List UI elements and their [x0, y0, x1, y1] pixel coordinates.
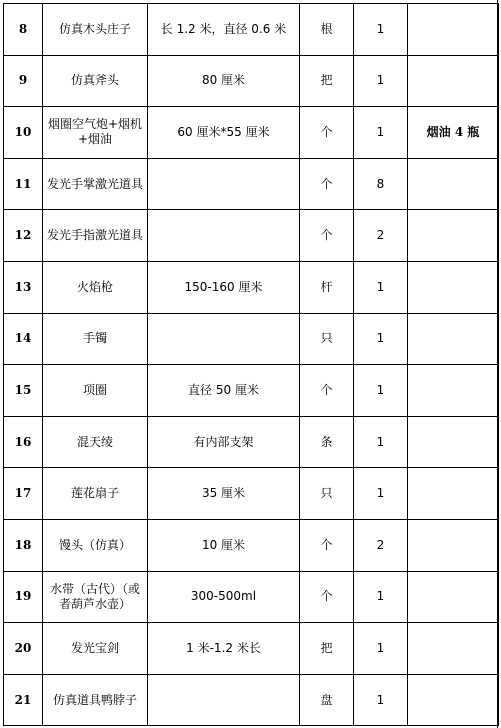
item-unit-cell: 条	[300, 416, 354, 468]
row-number-cell: 19	[4, 571, 43, 623]
item-unit-cell: 个	[300, 519, 354, 571]
item-spec-cell	[148, 210, 300, 262]
item-note-cell	[408, 4, 499, 56]
item-unit-cell: 只	[300, 468, 354, 520]
item-name-cell: 仿真斧头	[43, 55, 148, 107]
item-unit-cell: 只	[300, 313, 354, 365]
item-name-cell: 发光手指激光道具	[43, 210, 148, 262]
table-row	[4, 674, 499, 726]
item-qty-cell: 2	[354, 210, 408, 262]
item-name-cell: 混天绫	[43, 416, 148, 468]
item-note-cell	[408, 210, 499, 262]
item-name-cell: 仿真木头庄子	[43, 4, 148, 56]
item-name-cell: 手镯	[43, 313, 148, 365]
item-name-cell: 项圈	[43, 365, 148, 417]
item-unit-cell: 杆	[300, 261, 354, 313]
item-qty-cell: 1	[354, 107, 408, 159]
row-number-cell: 21	[4, 674, 43, 726]
item-name-cell: 仿真道具鸭脖子	[43, 674, 148, 726]
item-spec-cell: 有内部支架	[148, 416, 300, 468]
item-name-cell: 火焰枪	[43, 261, 148, 313]
item-note-cell	[408, 416, 499, 468]
item-spec-cell: 10 厘米	[148, 519, 300, 571]
item-spec-cell	[148, 313, 300, 365]
item-note-cell	[408, 623, 499, 675]
item-spec-cell: 60 厘米*55 厘米	[148, 107, 300, 159]
row-number-cell: 8	[4, 4, 43, 56]
item-unit-cell: 个	[300, 107, 354, 159]
item-qty-cell: 1	[354, 674, 408, 726]
item-note-cell	[408, 158, 499, 210]
item-note-cell	[408, 55, 499, 107]
table-row	[4, 158, 499, 210]
item-qty-cell: 1	[354, 571, 408, 623]
row-number-cell: 10	[4, 107, 43, 159]
table-row	[4, 261, 499, 313]
item-note-cell	[408, 261, 499, 313]
row-number-cell: 14	[4, 313, 43, 365]
item-unit-cell: 个	[300, 210, 354, 262]
table-row	[4, 416, 499, 468]
table-row	[4, 468, 499, 520]
item-unit-cell: 盘	[300, 674, 354, 726]
item-name-cell: 馒头（仿真）	[43, 519, 148, 571]
table-row	[4, 365, 499, 417]
item-qty-cell: 1	[354, 313, 408, 365]
item-unit-cell: 根	[300, 4, 354, 56]
item-qty-cell: 8	[354, 158, 408, 210]
item-spec-cell: 150-160 厘米	[148, 261, 300, 313]
item-note-cell	[408, 313, 499, 365]
item-name-cell: 烟圈空气炮+烟机+烟油	[43, 107, 148, 159]
props-table-body	[4, 4, 499, 726]
item-qty-cell: 1	[354, 55, 408, 107]
item-spec-cell: 35 厘米	[148, 468, 300, 520]
table-row	[4, 313, 499, 365]
table-row	[4, 107, 499, 159]
table-row	[4, 623, 499, 675]
item-spec-cell	[148, 674, 300, 726]
item-note-cell	[408, 468, 499, 520]
item-qty-cell: 1	[354, 416, 408, 468]
item-qty-cell: 1	[354, 365, 408, 417]
item-spec-cell: 直径 50 厘米	[148, 365, 300, 417]
row-number-cell: 12	[4, 210, 43, 262]
row-number-cell: 13	[4, 261, 43, 313]
item-spec-cell	[148, 158, 300, 210]
item-name-cell: 莲花扇子	[43, 468, 148, 520]
item-qty-cell: 1	[354, 4, 408, 56]
item-name-cell: 发光手掌激光道具	[43, 158, 148, 210]
row-number-cell: 9	[4, 55, 43, 107]
item-name-cell: 水带（古代）（或者葫芦水壶）	[43, 571, 148, 623]
item-note-cell	[408, 365, 499, 417]
item-spec-cell: 1 米-1.2 米长	[148, 623, 300, 675]
row-number-cell: 16	[4, 416, 43, 468]
row-number-cell: 17	[4, 468, 43, 520]
item-note-cell: 烟油 4 瓶	[408, 107, 499, 159]
item-qty-cell: 2	[354, 519, 408, 571]
item-unit-cell: 个	[300, 571, 354, 623]
table-row	[4, 519, 499, 571]
row-number-cell: 20	[4, 623, 43, 675]
item-unit-cell: 把	[300, 623, 354, 675]
item-spec-cell: 长 1.2 米，直径 0.6 米	[148, 4, 300, 56]
item-qty-cell: 1	[354, 623, 408, 675]
row-number-cell: 18	[4, 519, 43, 571]
item-unit-cell: 个	[300, 365, 354, 417]
item-name-cell: 发光宝剑	[43, 623, 148, 675]
item-note-cell	[408, 571, 499, 623]
table-row	[4, 210, 499, 262]
table-row	[4, 55, 499, 107]
item-note-cell	[408, 674, 499, 726]
table-row	[4, 4, 499, 56]
props-table	[3, 3, 499, 726]
table-row	[4, 571, 499, 623]
item-spec-cell: 300-500ml	[148, 571, 300, 623]
item-spec-cell: 80 厘米	[148, 55, 300, 107]
item-unit-cell: 个	[300, 158, 354, 210]
item-note-cell	[408, 519, 499, 571]
item-qty-cell: 1	[354, 261, 408, 313]
row-number-cell: 11	[4, 158, 43, 210]
page-edge-rule	[497, 0, 498, 728]
item-qty-cell: 1	[354, 468, 408, 520]
item-unit-cell: 把	[300, 55, 354, 107]
row-number-cell: 15	[4, 365, 43, 417]
